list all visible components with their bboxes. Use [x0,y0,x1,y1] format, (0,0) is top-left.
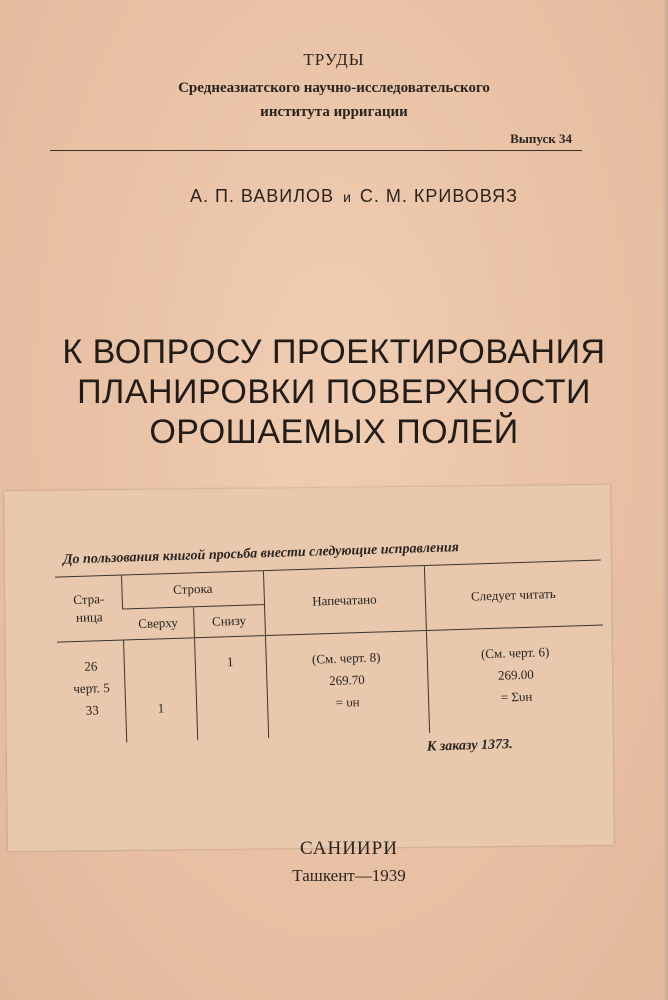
header-page-line2: ница [75,609,103,626]
series-institution-line1: Среднеазиатского научно-исследовательского [178,80,490,96]
authors [0,186,668,207]
cell-printed [265,631,429,739]
printed-value: = υн [335,694,360,710]
page-value: черт. 5 [73,679,110,697]
header-page [55,575,124,642]
author-second: С. М. КРИВОВЯЗ [359,186,519,206]
errata-slip [4,485,614,851]
title-line: ОРОШАЕМЫХ ПОЛЕЙ [149,413,519,451]
series-title: ТРУДЫ [303,50,365,69]
order-note: К заказу 1373. [426,736,513,755]
title-line: ПЛАНИРОВКИ ПОВЕРХНОСТИ [77,373,591,411]
cell-page [57,640,127,745]
top-value [125,674,195,698]
bottom-value: 1 [226,654,234,670]
top-value [125,652,195,676]
header-top: Сверху [123,606,194,640]
errata-table [55,560,606,745]
printed-value: (См. черт. 8) [311,649,381,667]
header-rule [50,150,582,151]
cell-line-top [124,638,198,743]
header-read: Следует читать [424,560,602,631]
errata-heading: До пользования книгой просьба внести следующие исправления [62,540,460,568]
title-line: К ВОПРОСУ ПРОЕКТИРОВАНИЯ [62,333,606,371]
bottom-value [196,672,267,696]
read-value: (См. черт. 6) [480,644,550,662]
header-page-line1: Стра- [73,591,105,608]
author-first: А. П. ВАВИЛОВ [189,186,335,206]
page-value: 33 [85,702,99,718]
author-conjunction: и [343,189,351,205]
errata-table-wrap [55,560,606,745]
publisher: САНИИРИ [300,838,398,859]
bottom-value [196,694,267,718]
top-value: 1 [157,700,165,716]
header-printed: Напечатано [263,566,426,636]
place-year: Ташкент—1939 [292,866,406,885]
issue-number: Выпуск 34 [510,131,572,146]
printed-value: 269.70 [328,671,366,689]
cell-line-bottom [194,636,268,741]
read-value: 269.00 [497,666,534,683]
cell-read [426,625,606,733]
read-value: = Συн [500,688,533,705]
series-institution-line2: института ирригации [260,104,408,120]
header-bottom: Снизу [193,604,265,638]
page-value: 26 [84,658,98,674]
book-title [0,332,668,452]
header-line: Строка [122,571,264,609]
